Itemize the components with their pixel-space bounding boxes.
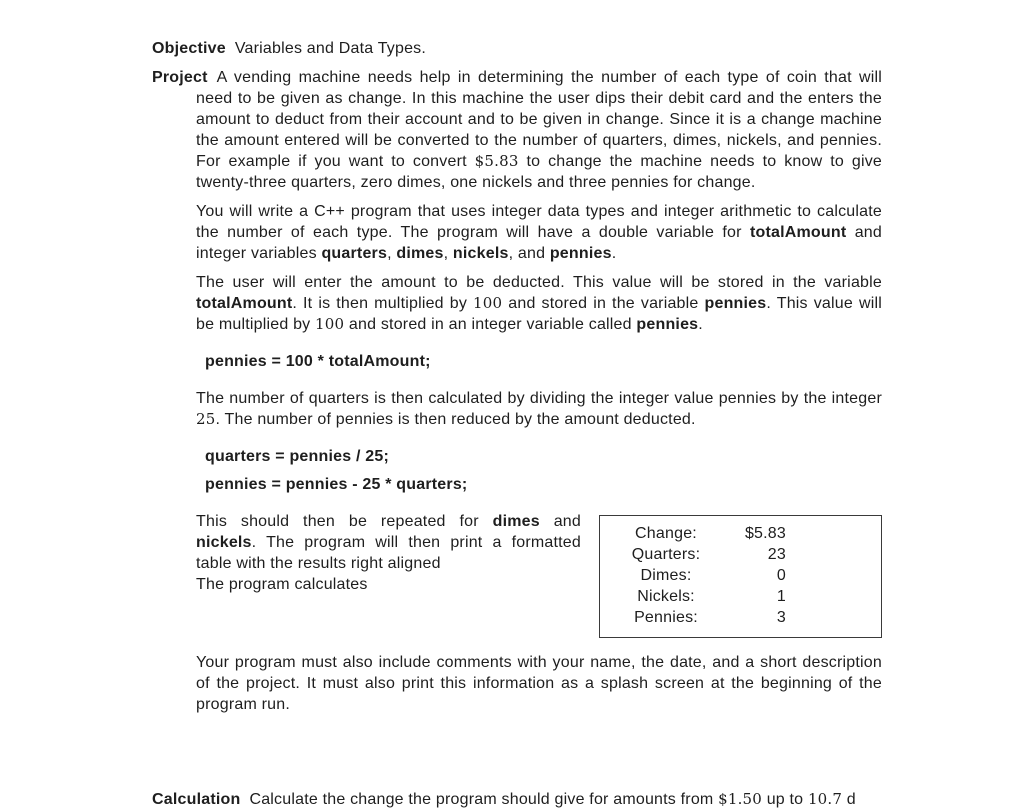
table-row	[616, 523, 881, 544]
objective-label: Objective	[152, 40, 226, 57]
clipped-bottom-line	[152, 789, 882, 810]
repeat-paragraph: This should then be repeated for dimes and nickels. The program will then print a formatted table with the results right aligned	[196, 513, 581, 572]
table-row	[616, 607, 881, 628]
project-paragraph	[152, 67, 882, 193]
code-line-pennies-assignment: pennies = 100 * totalAmount;	[205, 353, 431, 370]
table-row-value: 0	[776, 567, 786, 584]
clipped-line-label: Calculation	[152, 791, 241, 808]
table-row	[616, 565, 881, 586]
code-line-pennies-reduce: pennies = pennies - 25 * quarters;	[205, 476, 468, 493]
table-row	[616, 544, 881, 565]
comments-paragraph: Your program must also include comments with your name, the date, and a short description of the project. It must also print this information as a splash screen at the beginning of the program run.	[196, 654, 882, 713]
table-row-value: 23	[767, 546, 786, 563]
table-row-label: Dimes:	[640, 567, 692, 584]
table-row-label: Quarters:	[631, 546, 701, 563]
quarters-calculation-paragraph: The number of quarters is then calculated by dividing the integer value pennies by the integer 25. The number of pennies is then reduced by the amount deducted.	[196, 390, 882, 428]
cpp-program-paragraph: You will write a C++ program that uses integer data types and integer arithmetic to calculate the number of each type. The program will have a double variable for totalAmount and integer variables quarters, dimes, nickels, and pennies.	[196, 203, 882, 262]
objective-heading	[152, 38, 882, 59]
program-calculates-line: The program calculates	[196, 576, 368, 593]
project-label: Project	[152, 69, 208, 86]
table-row-label: Pennies:	[634, 609, 698, 626]
table-row-value: 3	[776, 609, 786, 626]
table-row-label: Nickels:	[637, 588, 695, 605]
objective-text: Variables and Data Types.	[234, 40, 427, 57]
table-row-value: 1	[776, 588, 786, 605]
project-text: A vending machine needs help in determining the number of each type of coin that will need to be given as change. In this machine the user dips their debit card and the enters the amount to deduct from their account and to be given in change. Since it is a change machine the amount entered will be converted to the number of quarters, dimes, nickels, and pennies. For example if you want to convert $5.83 to change the machine needs to know to give twenty-three quarters, zero dimes, one nickels and three pennies for change.	[196, 69, 882, 191]
code-line-quarters-assignment: quarters = pennies / 25;	[205, 448, 389, 465]
table-row-label: Change:	[635, 525, 697, 542]
results-table	[599, 515, 882, 638]
table-section	[152, 511, 882, 644]
table-row	[616, 586, 881, 607]
document-page	[152, 38, 882, 723]
clipped-line-text: Calculate the change the program should give for amounts from $1.50 up to 10.7 d	[249, 790, 856, 808]
table-row-value: $5.83	[744, 525, 786, 542]
user-input-paragraph: The user will enter the amount to be deducted. This value will be stored in the variable totalAmount. It is then multiplied by 100 and stored in the variable pennies. This value will be multiplied by 100 and stored in an integer variable called pennies.	[196, 274, 882, 333]
code-block-quarters	[152, 446, 882, 495]
code-block-pennies	[152, 351, 882, 372]
